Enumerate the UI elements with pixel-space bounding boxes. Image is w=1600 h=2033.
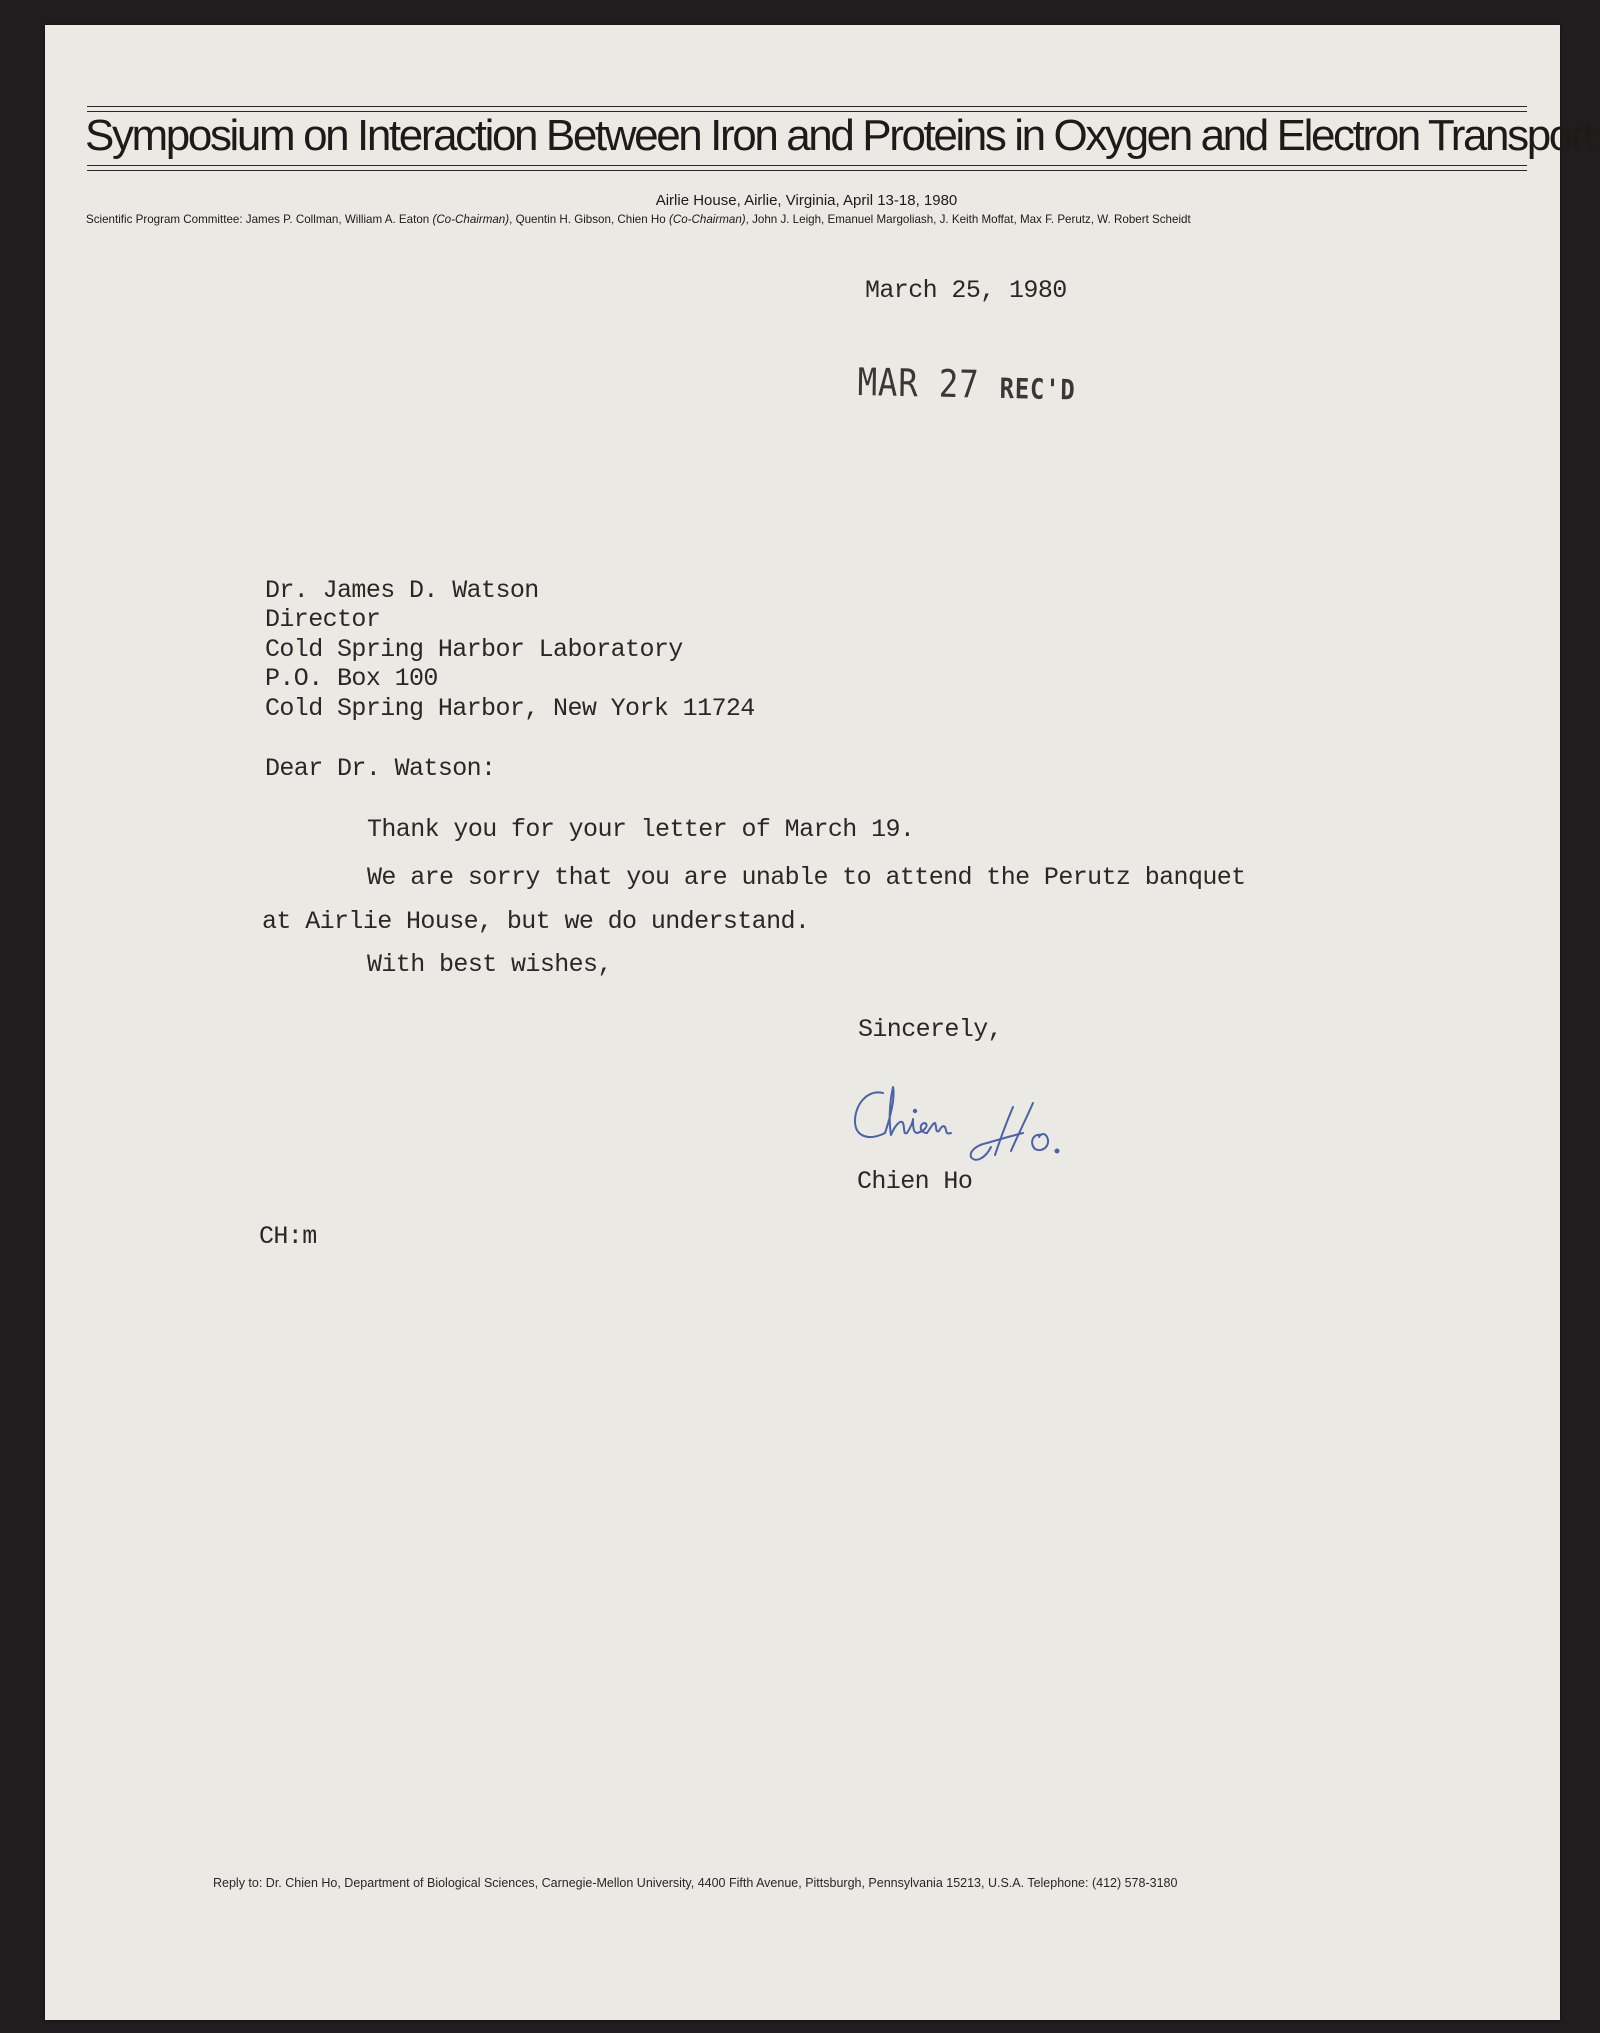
body-line-4: With best wishes, [367,950,612,979]
cochair-note-1: (Co-Chairman) [432,213,510,226]
recipient-organization: Cold Spring Harbor Laboratory [265,635,683,664]
letter-date: March 25, 1980 [865,276,1067,305]
letterhead-title: Symposium on Interaction Between Iron and Proteins in Oxygen and Electron Transport [85,111,1593,160]
recipient-city-state-zip: Cold Spring Harbor, New York 11724 [265,694,755,723]
body-line-1: Thank you for your letter of March 19. [367,815,915,844]
letterhead-venue: Airlie House, Airlie, Virginia, April 13-18, 1980 [655,192,958,209]
committee-members-1: James P. Collman, William A. Eaton [245,213,430,226]
recipient-name: Dr. James D. Watson [265,576,539,605]
recipient-title: Director [265,605,381,634]
cochair-note-2: (Co-Chairman) [668,213,746,226]
signer-name: Chien Ho [857,1167,973,1196]
committee-members-3: , John J. Leigh, Emanuel Margoliash, J. Keith Moffat, Max F. Perutz, W. Robert Scheidt [745,213,1191,226]
recipient-po-box: P.O. Box 100 [265,664,438,693]
typist-initials: CH:m [259,1222,317,1251]
body-line-3: at Airlie House, but we do understand. [262,907,810,936]
letterhead-bottom-rule [87,165,1527,166]
received-stamp [857,360,1076,408]
closing: Sincerely, [858,1015,1003,1044]
received-stamp-date: MAR 27 [857,360,980,407]
letterhead-committee [86,213,1191,226]
body-line-2: We are sorry that you are unable to attend the Perutz banquet [367,863,1246,892]
letter-page [45,25,1593,2020]
salutation: Dear Dr. Watson: [265,754,496,783]
letterhead-bottom-rule-inner [87,170,1527,171]
footer-reply-to: Reply to: Dr. Chien Ho, Department of Biological Sciences, Carnegie-Mellon University, 4400 Fifth Avenue, Pittsburgh, Pennsylvania 15213, U.S.A. Telephone: (412) 578-3180 [213,1876,1178,1890]
committee-members-2: , Quentin H. Gibson, Chien Ho [509,213,666,226]
received-stamp-label: REC'D [999,371,1076,407]
letterhead-top-rule [87,106,1527,107]
committee-label: Scientific Program Committee: [86,213,243,226]
